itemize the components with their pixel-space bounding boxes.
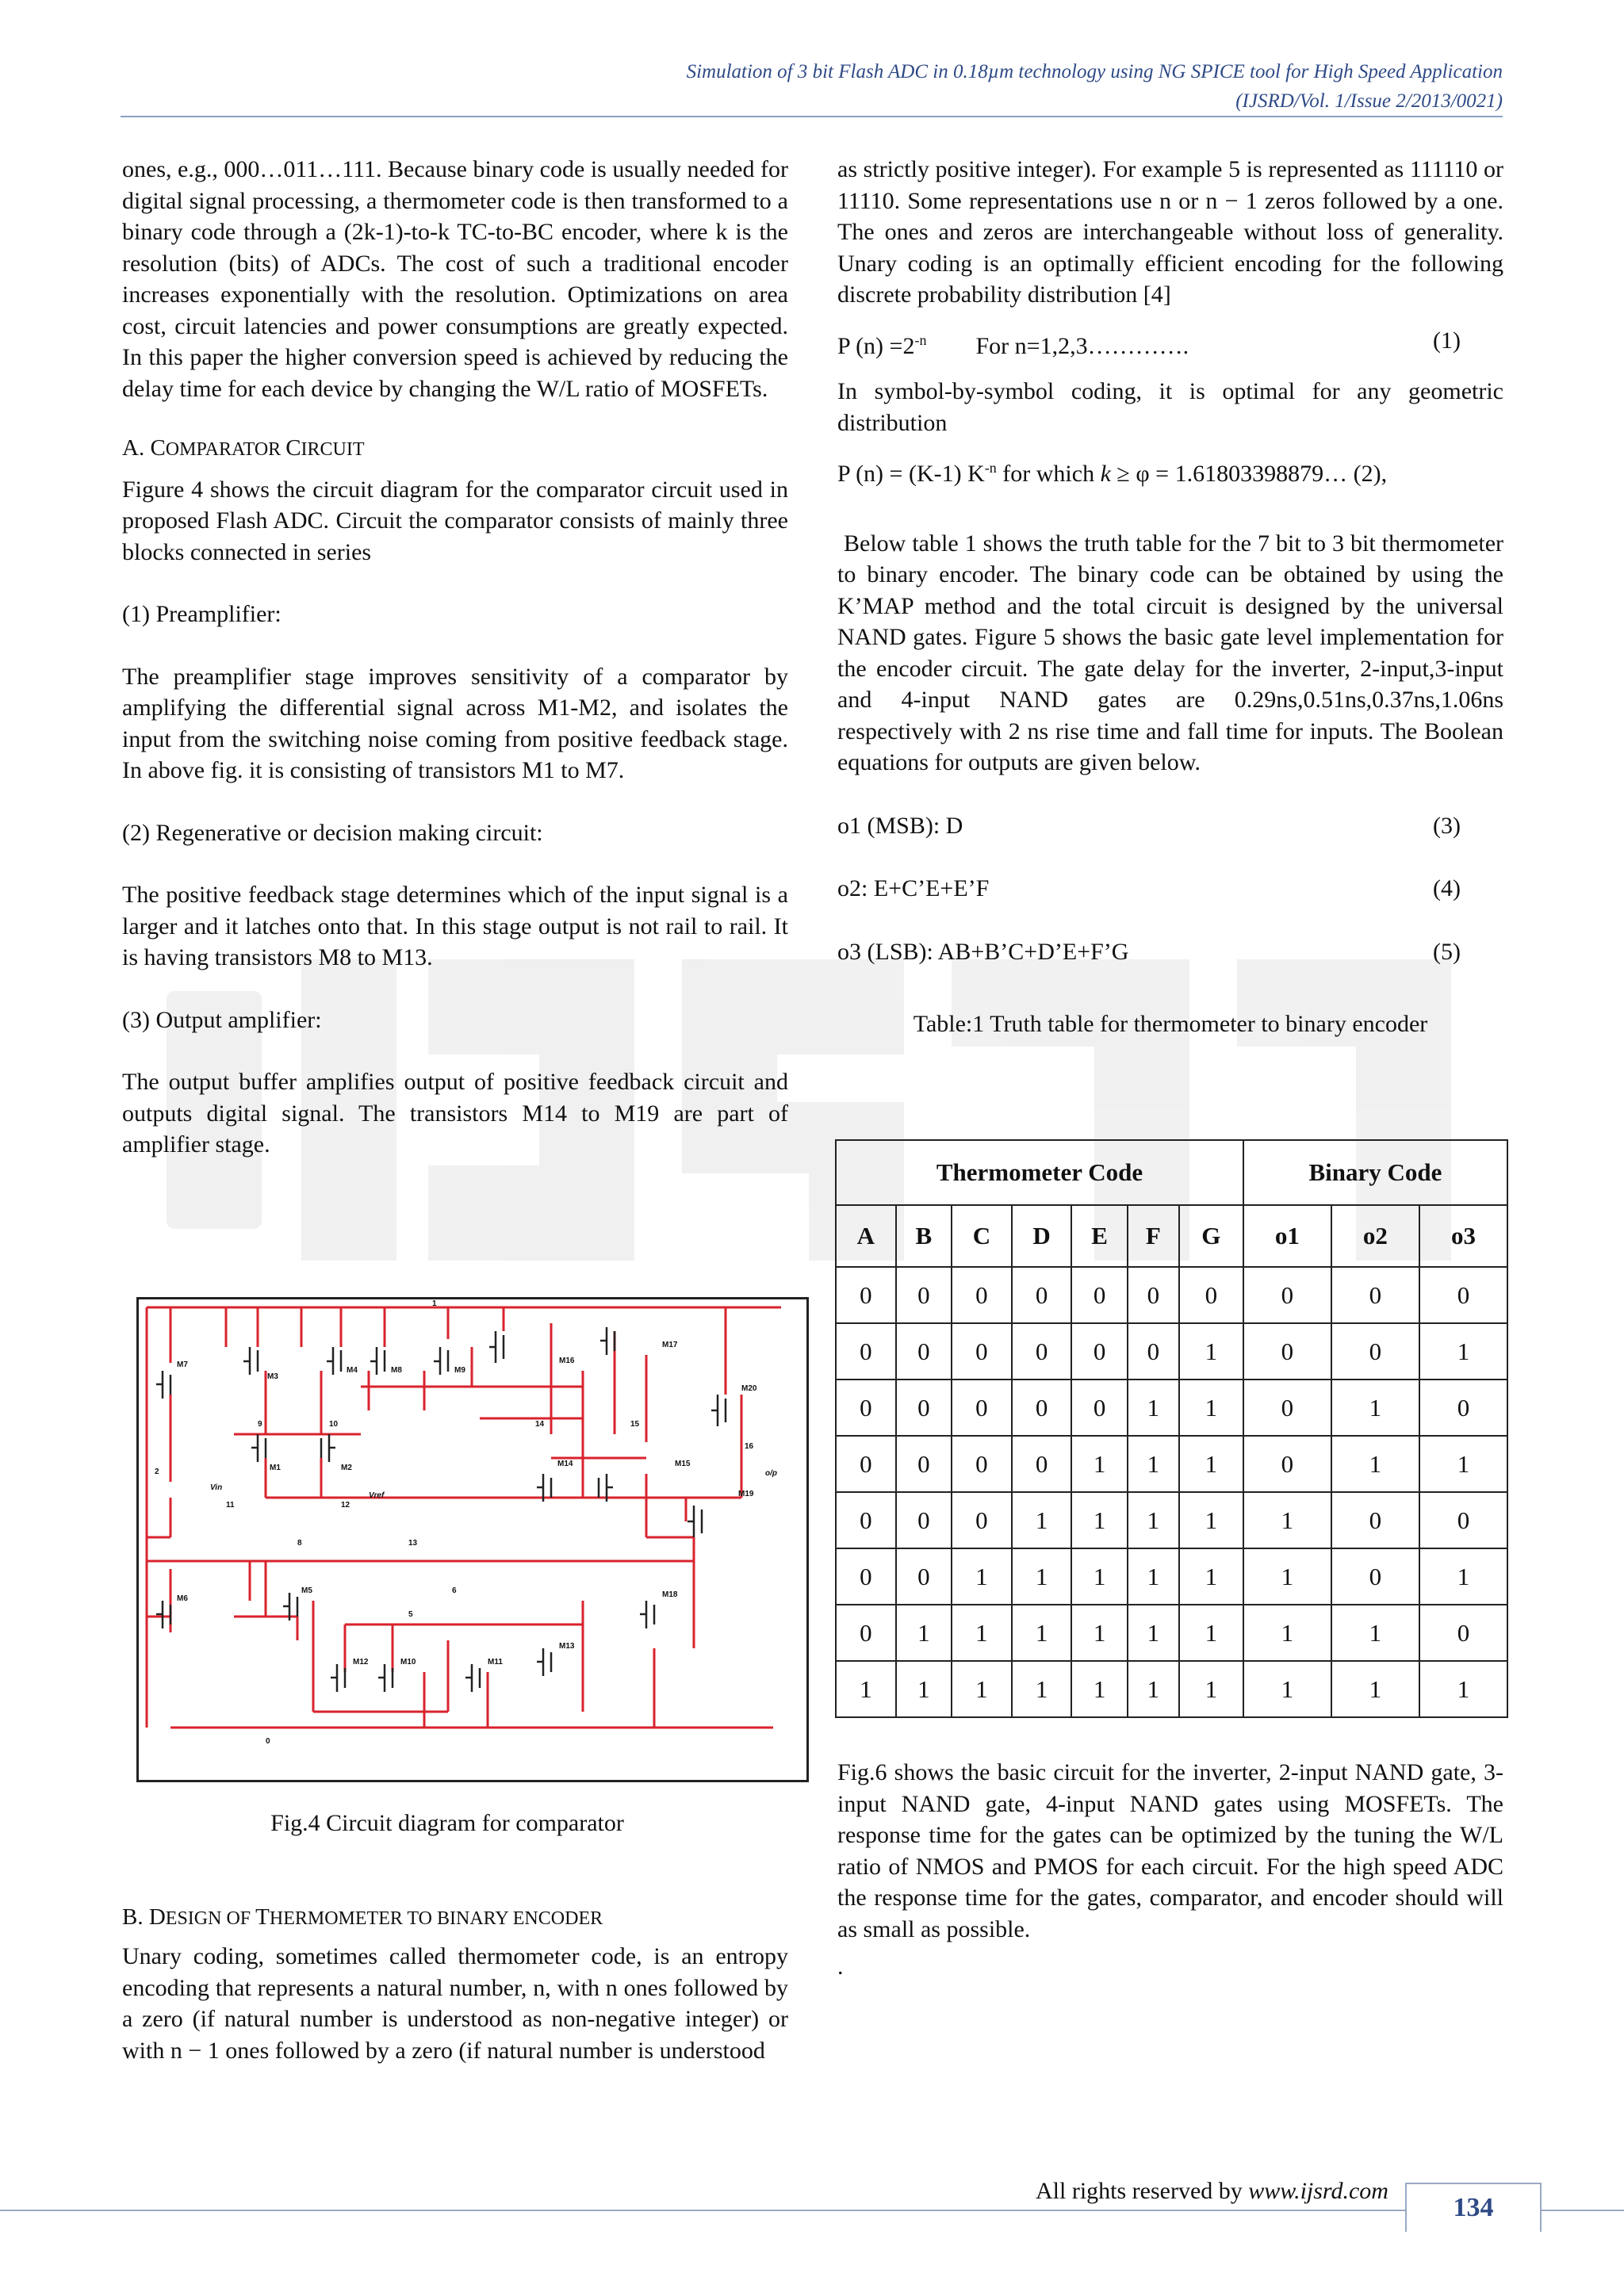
paragraph-regenerative: The positive feedback stage determines which of the input signal is a larger and it latches onto that. In this stage output is not rail to rail. It is having transistors M8 to M13. [122,882,788,970]
table-body [836,1267,1507,1717]
node-5: 5 [408,1610,413,1619]
table-cell: 0 [1243,1267,1331,1323]
footer-site-link[interactable]: www.ijsrd.com [1248,2178,1388,2204]
trailing-dot: . [837,1954,844,1980]
table-cell: 0 [1179,1267,1243,1323]
table-cell: 0 [896,1548,952,1605]
eq4-text: o2: E+C’E+E’F [837,875,990,901]
table-cell: 0 [952,1436,1012,1492]
node-15: 15 [630,1420,640,1429]
eq3-number: (3) [1433,812,1461,839]
label-vref: Vref [369,1491,385,1500]
table-cell: 0 [952,1380,1012,1436]
equation-5 [837,936,1503,968]
table-cell: 1 [1179,1661,1243,1717]
label-m14: M14 [557,1460,573,1468]
table-cell: 1 [1071,1492,1127,1548]
section-a-number: A. [122,435,145,461]
table-cell: 0 [1331,1492,1419,1548]
label-m20: M20 [741,1384,757,1393]
table-cell: 0 [1128,1267,1179,1323]
circuit-schematic [139,1299,806,1780]
table-cell: 1 [836,1661,896,1717]
table-cell: 1 [1012,1605,1072,1661]
column-header-c: C [952,1205,1012,1267]
comparator-circuit-diagram [136,1297,809,1782]
table-cell: 1 [1071,1661,1127,1717]
table-cell: 0 [952,1267,1012,1323]
equation-4 [837,873,1503,905]
left-column-lower [122,1808,788,2066]
node-8: 8 [297,1539,302,1548]
table-cell: 1 [1331,1605,1419,1661]
heading-preamplifier: (1) Preamplifier: [122,601,282,627]
table-cell: 1 [896,1605,952,1661]
section-b-heading [122,1902,788,1935]
table-cell: 0 [836,1323,896,1380]
table-row [836,1323,1507,1380]
table-cell: 0 [896,1267,952,1323]
table-cell: 1 [1179,1548,1243,1605]
table-cell: 1 [1331,1436,1419,1492]
paragraph-truth-table: Below table 1 shows the truth table for the 7 bit to 3 bit thermometer to binary encoder. The binary code can be obtained by using the K’MAP method and the total circuit is designed by the universal NAND gates. Figure 5 shows the basic gate level implementation for the encoder circuit. The gate delay for the inverter, 2-input,3-input and 4-input NAND gates are 0.29ns,0.51ns,0.37ns,1.06ns respectively with 2 ns rise time and fall time for inputs. The Boolean equations for outputs are given below. [837,530,1503,775]
equation-1 [837,325,1503,362]
label-m1: M1 [270,1464,281,1472]
table-cell: 1 [1128,1548,1179,1605]
table-row [836,1436,1507,1492]
eq1-lhs: P (n) =2 [837,332,915,359]
label-m2: M2 [341,1464,352,1472]
column-header-a: A [836,1205,896,1267]
column-header-f: F [1128,1205,1179,1267]
label-m9: M9 [454,1366,465,1375]
table-cell: 1 [1419,1661,1507,1717]
table-cell: 0 [1012,1436,1072,1492]
paragraph-output-amplifier: The output buffer amplifies output of positive feedback circuit and outputs digital signal. The transistors M14 to M19 are part of amplifier stage. [122,1069,788,1158]
table-cell: 0 [1419,1605,1507,1661]
column-header-e: E [1071,1205,1127,1267]
table-cell: 0 [836,1267,896,1323]
paragraph-unary-coding: Unary coding, sometimes called thermometer code, is an entropy encoding that represents a natural number, n, with n ones followed by a zero (if natural number is understood as non-negative integer) or with n − 1 ones followed by a zero (if natural number is understood [122,1943,788,2064]
table-cell: 1 [1419,1548,1507,1605]
eq2-rhs: ≥ φ = 1.61803398879… (2), [1110,461,1388,487]
table-cell: 0 [1012,1323,1072,1380]
table-cell: 0 [1243,1380,1331,1436]
eq1-rhs: For n=1,2,3…………. [975,332,1189,359]
section-b-title-4: HERMOMETER TO BINARY ENCODER [269,1908,603,1929]
header-binary-code: Binary Code [1243,1140,1507,1205]
table-cell: 0 [1071,1380,1127,1436]
column-header-g: G [1179,1205,1243,1267]
table-cell: 1 [1419,1323,1507,1380]
section-b-title-3: T [255,1904,270,1930]
label-m10: M10 [400,1658,416,1667]
paragraph-unary-continued: as strictly positive integer). For example 5 is represented as 111110 or 11110. Some representations use n or n − 1 zeros followed by a one. The ones and zeros are interchangeable without loss of generality. Unary coding is an optimally efficient encoding for the following discrete probability distribution [4] [837,156,1503,308]
label-m7: M7 [177,1360,188,1369]
table-cell: 1 [1128,1661,1179,1717]
table-cell: 1 [1128,1492,1179,1548]
left-column [122,154,788,1161]
eq4-number: (4) [1433,875,1461,901]
paragraph-comparator: Figure 4 shows the circuit diagram for the comparator circuit used in proposed Flash ADC. Circuit the comparator consists of mainly three blocks connected in series [122,476,788,565]
eq3-text: o1 (MSB): D [837,812,963,839]
table-row [836,1548,1507,1605]
table-cell: 1 [1179,1436,1243,1492]
heading-regenerative: (2) Regenerative or decision making circuit: [122,819,543,846]
running-header-issue: (IJSRD/Vol. 1/Issue 2/2013/0021) [1235,90,1503,112]
column-header-b: B [896,1205,952,1267]
table-cell: 0 [896,1323,952,1380]
node-6: 6 [452,1586,457,1595]
section-a-title-1: C [150,435,166,461]
table-cell: 0 [1331,1267,1419,1323]
label-m12: M12 [353,1658,369,1667]
table-cell: 1 [952,1661,1012,1717]
table-cell: 0 [1012,1380,1072,1436]
eq5-number: (5) [1433,938,1461,965]
table-cell: 0 [1071,1323,1127,1380]
label-m13: M13 [559,1642,575,1651]
label-m4: M4 [347,1366,358,1375]
table-cell: 0 [1331,1323,1419,1380]
section-a-title-2: OMPARATOR [165,439,286,460]
label-m6: M6 [177,1594,188,1603]
table-cell: 0 [1071,1267,1127,1323]
footer-rule-right [1540,2210,1624,2211]
truth-table [835,1139,1508,1718]
table-cell: 0 [896,1492,952,1548]
eq2-k: k [1100,461,1111,487]
table-cell: 1 [1179,1323,1243,1380]
table-group-header-row [836,1140,1507,1205]
table-cell: 1 [1012,1548,1072,1605]
table-cell: 1 [952,1605,1012,1661]
footer-copyright [1036,2178,1388,2205]
label-m11: M11 [488,1658,503,1667]
table-cell: 1 [1012,1492,1072,1548]
table-cell: 0 [896,1436,952,1492]
table-cell: 0 [836,1492,896,1548]
section-b-title-2: ESIGN OF [165,1908,256,1929]
right-column-lower [837,1757,1503,1983]
table-cell: 1 [1179,1492,1243,1548]
table-cell: 1 [1071,1436,1127,1492]
section-b-title-1: D [148,1904,166,1930]
label-m18: M18 [662,1590,678,1599]
table-cell: 0 [952,1492,1012,1548]
table-cell: 0 [1012,1267,1072,1323]
table-cell: 1 [1128,1605,1179,1661]
table-cell: 0 [952,1323,1012,1380]
table-cell: 0 [1419,1380,1507,1436]
table-cell: 1 [1071,1605,1127,1661]
table-row [836,1492,1507,1548]
table-cell: 0 [896,1380,952,1436]
table-cell: 1 [1243,1605,1331,1661]
eq5-text: o3 (LSB): AB+B’C+D’E+F’G [837,938,1129,965]
section-a-heading [122,433,788,466]
equation-3 [837,810,1503,842]
node-0: 0 [266,1737,270,1746]
table-cell: 1 [952,1548,1012,1605]
node-16: 16 [745,1442,754,1451]
table-cell: 0 [836,1548,896,1605]
table-cell: 1 [1071,1548,1127,1605]
section-a-title-3: C [285,435,301,461]
label-output: o/p [765,1469,777,1478]
node-11: 11 [226,1501,235,1510]
table-cell: 0 [1331,1548,1419,1605]
node-2: 2 [155,1468,159,1476]
table-row [836,1661,1507,1717]
table-cell: 1 [1179,1605,1243,1661]
eq2-mid: for which [996,461,1101,487]
label-m5: M5 [301,1586,312,1595]
paragraph-fig6: Fig.6 shows the basic circuit for the inverter, 2-input NAND gate, 3-input NAND gate, 4-input NAND gates using MOSFETs. The response time for the gates can be optimized by the tuning the W/L ratio of NMOS and PMOS for each circuit. For the high speed ADC the response time for the gates, comparator, and encoder should will as small as possible. [837,1759,1503,1942]
eq1-exponent: -n [914,331,927,348]
label-m17: M17 [662,1341,678,1349]
header-thermometer-code: Thermometer Code [836,1140,1243,1205]
table-cell: 0 [836,1605,896,1661]
table-cell: 1 [1243,1492,1331,1548]
table-cell: 0 [1243,1436,1331,1492]
label-m15: M15 [675,1460,691,1468]
table-column-header-row [836,1205,1507,1267]
table-cell: 1 [1012,1661,1072,1717]
table-cell: 1 [1128,1380,1179,1436]
table-cell: 0 [1128,1323,1179,1380]
section-a-title-4: IRCUIT [301,439,365,460]
section-b-number: B. [122,1904,144,1930]
label-m3: M3 [267,1372,278,1381]
node-13: 13 [408,1539,418,1548]
node-9: 9 [258,1420,262,1429]
column-header-o2: o2 [1331,1205,1419,1267]
table-cell: 0 [836,1436,896,1492]
table-cell: 1 [1331,1380,1419,1436]
column-header-o1: o1 [1243,1205,1331,1267]
footer-text: All rights reserved by [1036,2178,1249,2204]
heading-output-amplifier: (3) Output amplifier: [122,1006,322,1033]
paragraph-intro: ones, e.g., 000…011…111. Because binary code is usually needed for digital signal processing, a thermometer code is then transformed to a binary code through a (2k-1)-to-k TC-to-BC encoder, where k is the resolution (bits) of ADCs. The cost of such a traditional encoder increases exponentially with the resolution. Optimizations on area cost, circuit latencies and power consumptions are greatly expected. In this paper the higher conversion speed is achieved by reducing the delay time for each device by changing the W/L ratio of MOSFETs. [122,156,788,402]
table-cell: 1 [1331,1661,1419,1717]
equation-2 [837,453,1503,490]
table-row [836,1380,1507,1436]
table-row [836,1605,1507,1661]
table-cell: 1 [1179,1380,1243,1436]
right-column [837,154,1503,1040]
table-cell: 0 [1419,1267,1507,1323]
table-cell: 1 [1243,1661,1331,1717]
table-cell: 1 [1128,1436,1179,1492]
node-14: 14 [535,1420,545,1429]
table-caption: Table:1 Truth table for thermometer to binary encoder [913,1011,1428,1037]
eq2-lhs: P (n) = (K-1) K [837,461,985,487]
table-row [836,1267,1507,1323]
node-10: 10 [329,1420,339,1429]
label-vin: Vin [210,1483,223,1492]
header-rule [121,116,1503,117]
table-cell: 1 [1419,1436,1507,1492]
paragraph-preamplifier: The preamplifier stage improves sensitivity of a comparator by amplifying the differential signal across M1-M2, and isolates the input from the switching noise coming from positive feedback stage. In above fig. it is consisting of transistors M1 to M7. [122,663,788,783]
paragraph-symbol-coding: In symbol-by-symbol coding, it is optimal for any geometric distribution [837,378,1503,436]
table-cell: 0 [1243,1323,1331,1380]
running-header-title: Simulation of 3 bit Flash ADC in 0.18µm technology using NG SPICE tool for High Speed Application [686,61,1503,82]
table-cell: 0 [836,1380,896,1436]
footer-rule-left [0,2210,1405,2211]
page-number: 134 [1405,2183,1542,2232]
table-cell: 1 [896,1661,952,1717]
label-m16: M16 [559,1357,575,1365]
node-1: 1 [432,1299,437,1308]
table-cell: 1 [1243,1548,1331,1605]
eq1-number: (1) [1433,327,1461,354]
label-m19: M19 [738,1490,754,1498]
column-header-o3: o3 [1419,1205,1507,1267]
fig4-caption: Fig.4 Circuit diagram for comparator [270,1810,624,1836]
node-12: 12 [341,1501,350,1510]
label-m8: M8 [391,1366,402,1375]
table-cell: 0 [1419,1492,1507,1548]
column-header-d: D [1012,1205,1072,1267]
eq2-exponent: -n [984,460,997,476]
